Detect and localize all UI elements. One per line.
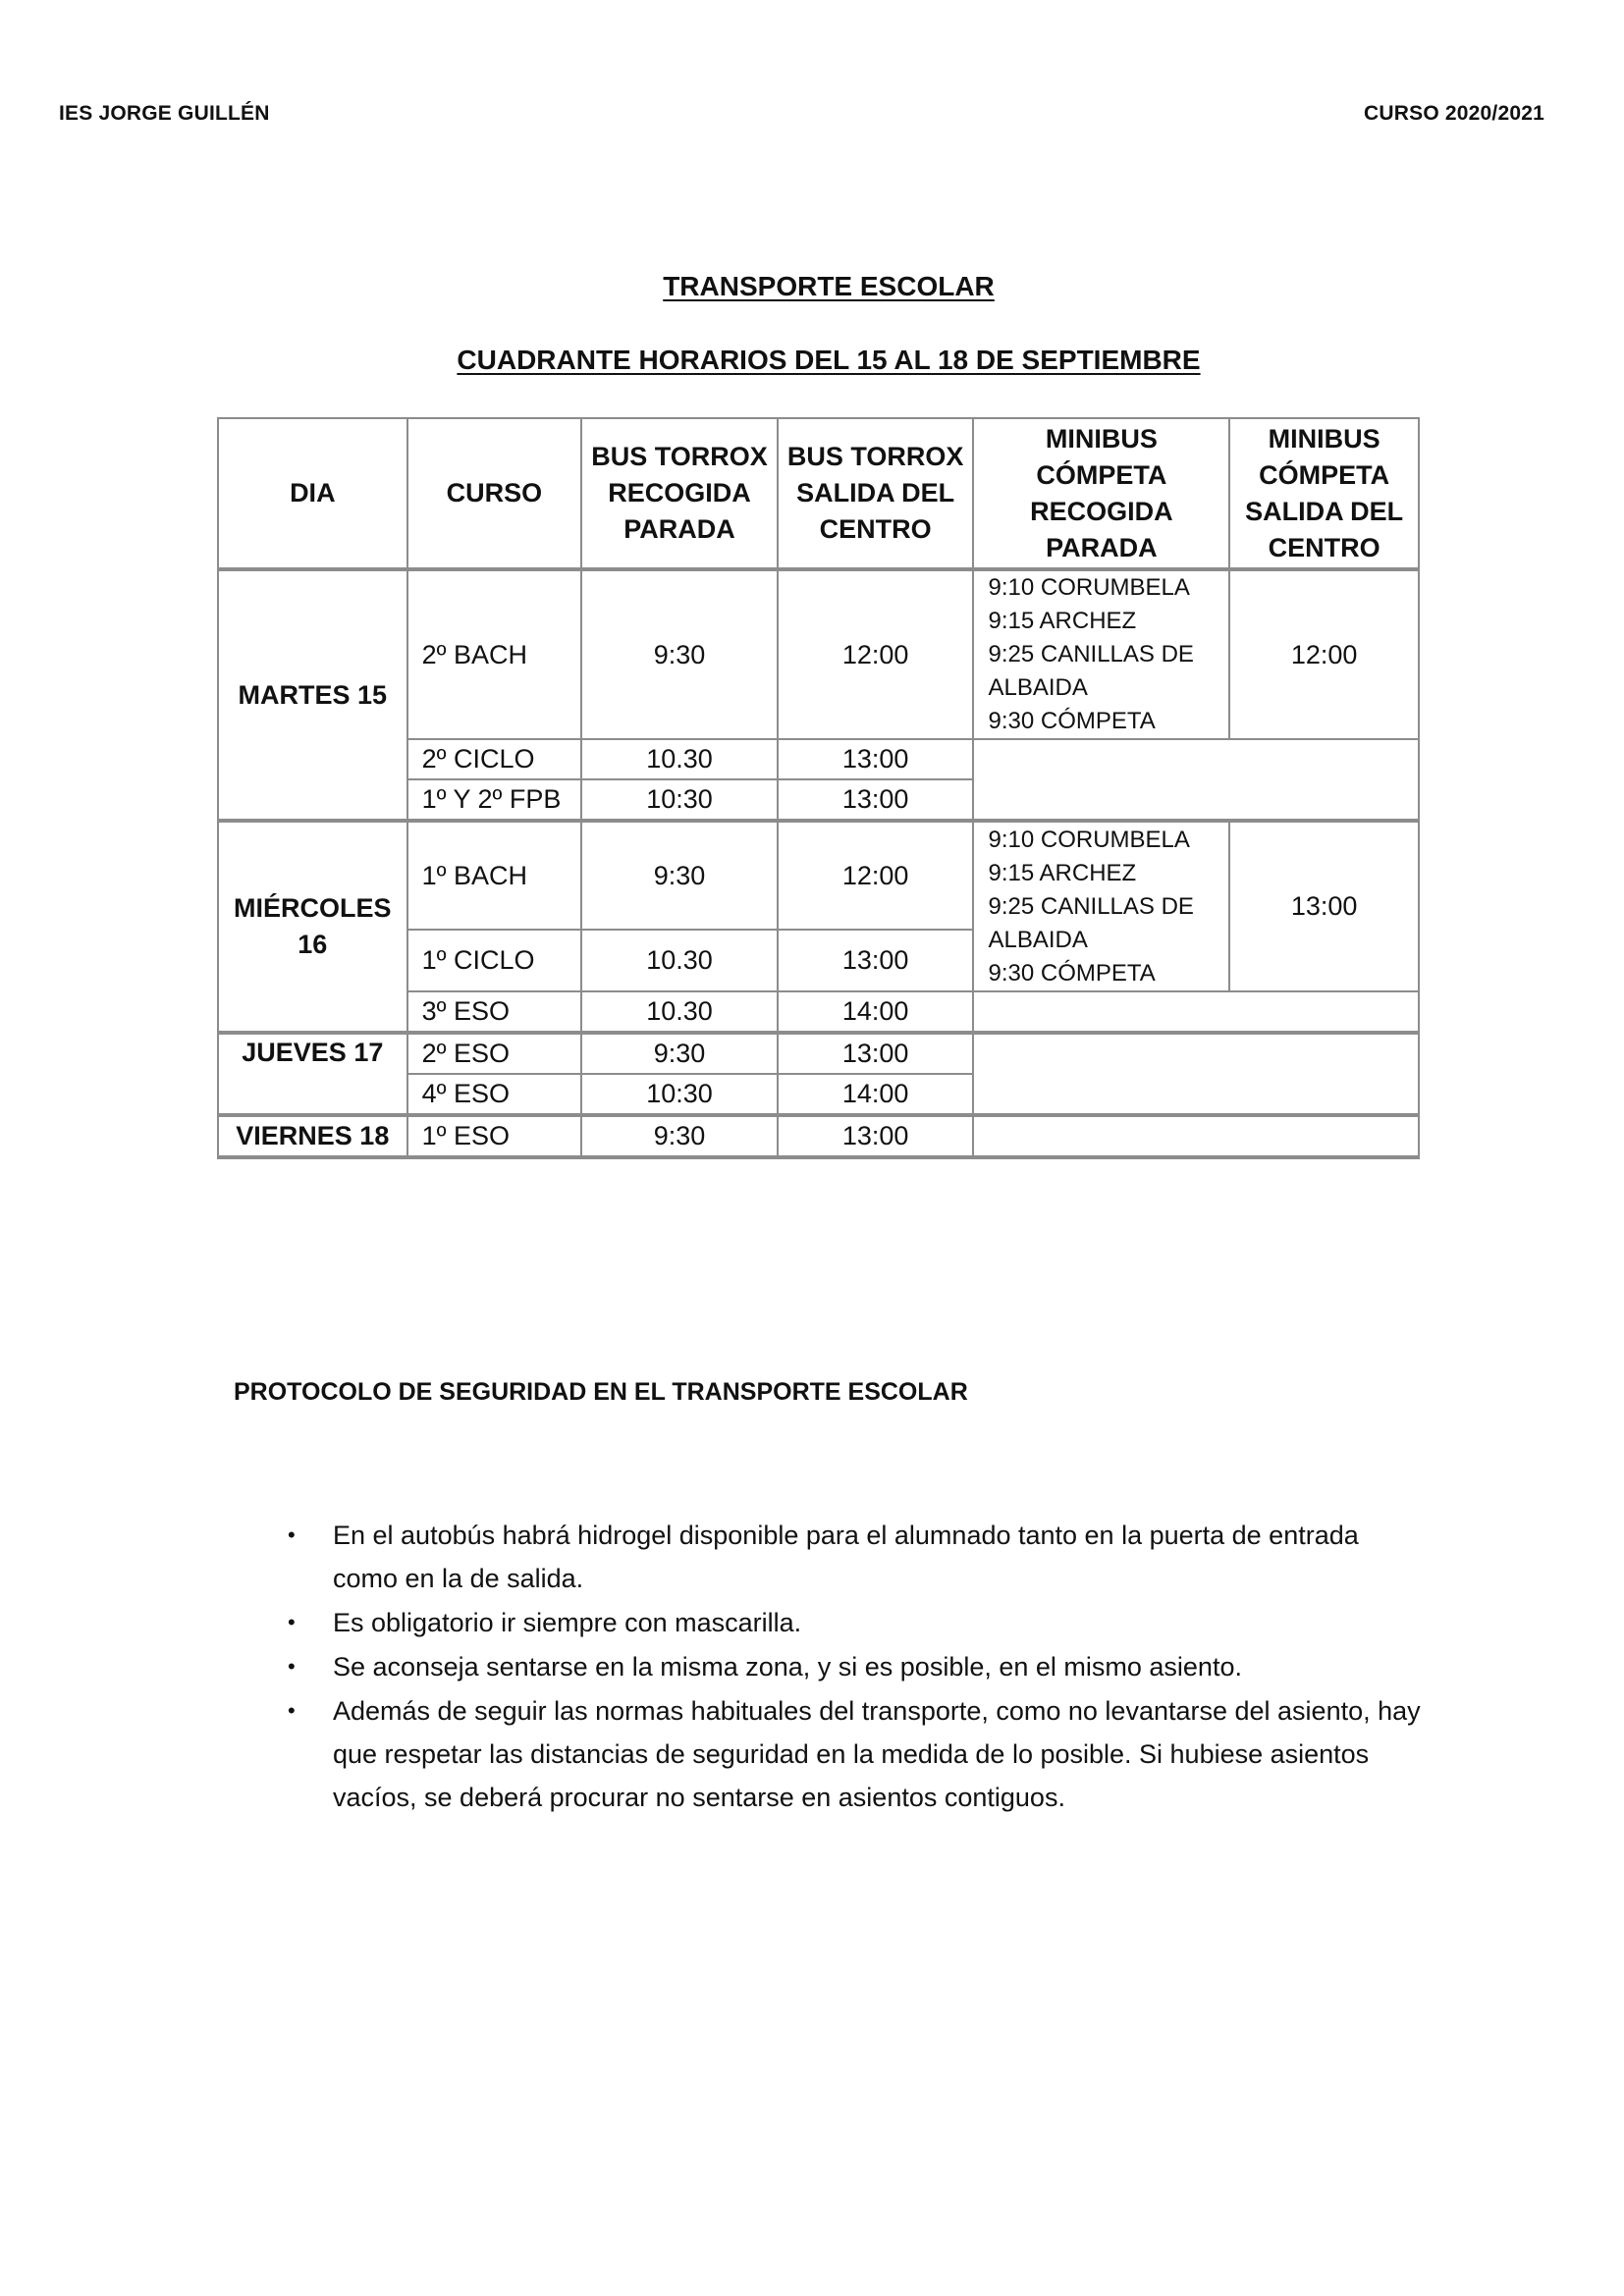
table-row (218, 821, 1419, 930)
bus-recogida-cell: 9:30 (581, 1115, 778, 1157)
bus-recogida-cell: 10.30 (581, 930, 778, 991)
minibus-stop: 9:15 ARCHEZ (988, 859, 1137, 886)
bus-salida-cell: 13:00 (778, 1115, 974, 1157)
day-miercoles: MIÉRCOLES 16 (218, 821, 407, 1033)
curso-cell: 2º CICLO (407, 739, 582, 779)
table-row (218, 1115, 1419, 1157)
day-viernes: VIERNES 18 (218, 1115, 407, 1157)
header-bus-torrox-recogida: BUS TORROX RECOGIDA PARADA (581, 418, 778, 569)
header-minibus-recogida: MINIBUS CÓMPETA RECOGIDA PARADA (973, 418, 1229, 569)
bus-recogida-cell: 9:30 (581, 1033, 778, 1074)
bus-recogida-cell: 9:30 (581, 821, 778, 930)
minibus-stop: 9:25 CANILLAS DE (988, 641, 1194, 667)
minibus-stops-miercoles (973, 821, 1229, 991)
minibus-salida-miercoles: 13:00 (1229, 821, 1419, 991)
list-item (288, 1601, 1424, 1644)
rule-text: En el autobús habrá hidrogel disponible para el alumnado tanto en la puerta de entrada como en la de salida. (333, 1521, 1359, 1593)
curso-cell: 1º ESO (407, 1115, 582, 1157)
bus-recogida-cell: 10:30 (581, 779, 778, 821)
schedule-table (217, 417, 1420, 1159)
list-item (288, 1645, 1424, 1688)
header-minibus-salida: MINIBUS CÓMPETA SALIDA DEL CENTRO (1229, 418, 1419, 569)
protocol-rules-list (288, 1514, 1424, 1820)
minibus-stop: 9:15 ARCHEZ (988, 608, 1137, 634)
course-year: CURSO 2020/2021 (1364, 102, 1544, 125)
bullet-icon: • (288, 1654, 296, 1679)
bus-recogida-cell: 10:30 (581, 1074, 778, 1115)
bus-salida-cell: 13:00 (778, 739, 974, 779)
minibus-empty-cell (973, 991, 1419, 1033)
bus-recogida-cell: 9:30 (581, 569, 778, 739)
bullet-icon: • (288, 1522, 296, 1547)
curso-cell: 2º ESO (407, 1033, 582, 1074)
minibus-stop: 9:10 CORUMBELA (988, 826, 1190, 853)
curso-cell: 2º BACH (407, 569, 582, 739)
minibus-salida-martes: 12:00 (1229, 569, 1419, 739)
bullet-icon: • (288, 1610, 296, 1634)
list-item (288, 1514, 1424, 1600)
list-item (288, 1689, 1424, 1819)
curso-cell: 4º ESO (407, 1074, 582, 1115)
rule-text: Además de seguir las normas habituales del transporte, como no levantarse del asiento, hay que respetar las distancias de seguridad en la medida de lo posible. Si hubiese asientos vacíos, se deberá procurar no sentarse en asientos contiguos. (333, 1696, 1421, 1812)
table-row (218, 1033, 1419, 1074)
protocol-title: PROTOCOLO DE SEGURIDAD EN EL TRANSPORTE ESCOLAR (234, 1378, 968, 1406)
minibus-stop: 9:30 CÓMPETA (988, 708, 1156, 734)
bus-salida-cell: 14:00 (778, 1074, 974, 1115)
bus-salida-cell: 13:00 (778, 779, 974, 821)
curso-cell: 1º Y 2º FPB (407, 779, 582, 821)
table-header-row (218, 418, 1419, 569)
bus-salida-cell: 14:00 (778, 991, 974, 1033)
bullet-icon: • (288, 1698, 296, 1723)
bus-recogida-cell: 10.30 (581, 739, 778, 779)
day-jueves: JUEVES 17 (218, 1033, 407, 1115)
bus-salida-cell: 13:00 (778, 930, 974, 991)
minibus-empty-cell (973, 1033, 1419, 1115)
minibus-stop: ALBAIDA (988, 926, 1088, 953)
minibus-stop: 9:10 CORUMBELA (988, 574, 1190, 601)
bus-salida-cell: 12:00 (778, 569, 974, 739)
header-bus-torrox-salida: BUS TORROX SALIDA DEL CENTRO (778, 418, 974, 569)
curso-cell: 1º CICLO (407, 930, 582, 991)
rule-text: Es obligatorio ir siempre con mascarilla. (333, 1608, 802, 1637)
bus-salida-cell: 12:00 (778, 821, 974, 930)
school-name: IES JORGE GUILLÉN (59, 102, 270, 125)
curso-cell: 1º BACH (407, 821, 582, 930)
minibus-stops-martes (973, 569, 1229, 739)
bus-salida-cell: 13:00 (778, 1033, 974, 1074)
table-row (218, 569, 1419, 739)
header-curso: CURSO (407, 418, 582, 569)
minibus-stop: 9:25 CANILLAS DE (988, 892, 1194, 920)
bus-recogida-cell: 10.30 (581, 991, 778, 1033)
document-subtitle: CUADRANTE HORARIOS DEL 15 AL 18 DE SEPTIEMBRE (457, 345, 1201, 375)
minibus-empty-cell (973, 1115, 1419, 1157)
document-title: TRANSPORTE ESCOLAR (663, 271, 995, 301)
minibus-stop: 9:30 CÓMPETA (988, 959, 1156, 987)
minibus-stop: ALBAIDA (988, 674, 1088, 701)
minibus-empty-cell (973, 739, 1419, 821)
curso-cell: 3º ESO (407, 991, 582, 1033)
day-martes: MARTES 15 (218, 569, 407, 821)
rule-text: Se aconseja sentarse en la misma zona, y si es posible, en el mismo asiento. (333, 1652, 1242, 1682)
header-dia: DIA (218, 418, 407, 569)
